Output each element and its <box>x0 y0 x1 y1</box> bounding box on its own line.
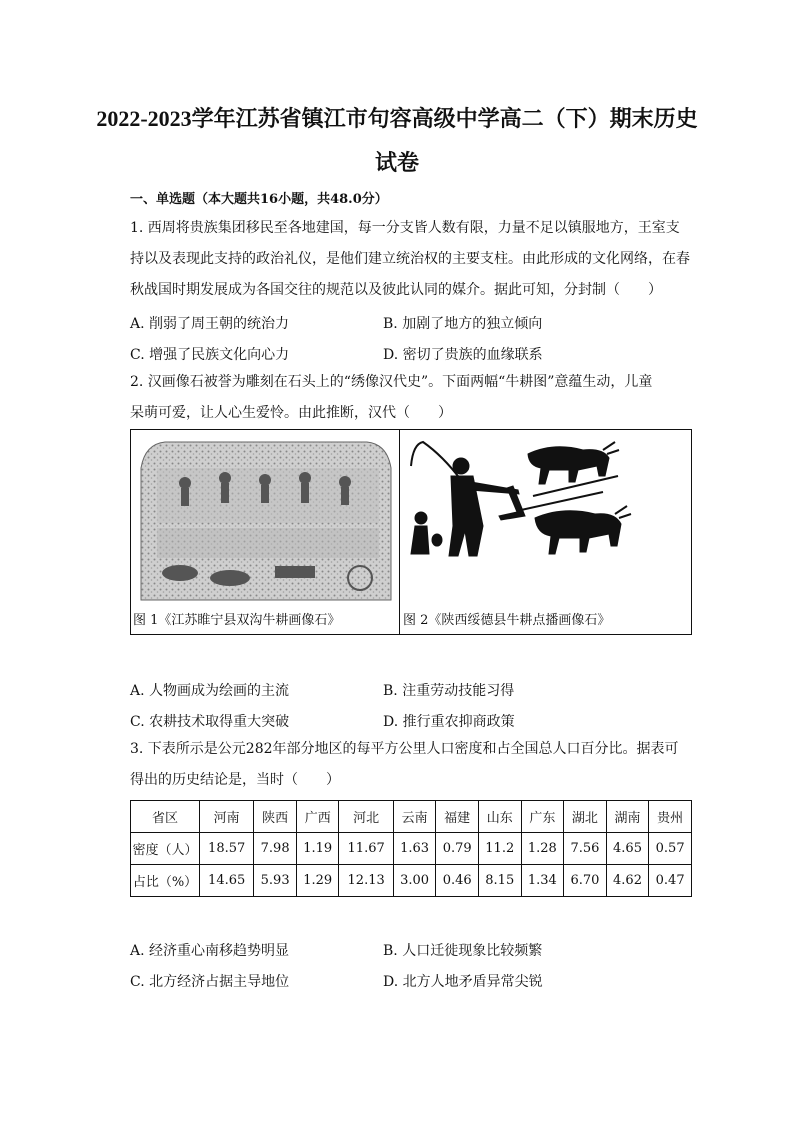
table-cell: 占比（%） <box>131 865 200 897</box>
table-cell: 山东 <box>478 801 521 833</box>
q1-option-c: C. 增强了民族文化向心力 <box>130 347 290 363</box>
table-cell: 1.34 <box>521 865 564 897</box>
q1-option-b: B. 加剧了地方的独立倾向 <box>383 316 543 332</box>
q1-option-a: A. 削弱了周王朝的统治力 <box>130 316 290 332</box>
doc-title-line2: 试卷 <box>374 150 419 175</box>
q2-option-c: C. 农耕技术取得重大突破 <box>130 714 290 730</box>
table-cell: 11.2 <box>478 833 521 865</box>
question-3-line: 得出的历史结论是，当时（ ） <box>130 772 340 788</box>
table-cell: 4.65 <box>606 833 649 865</box>
q1-option-d: D. 密切了贵族的血缘联系 <box>383 347 543 363</box>
question-2-line: 呆萌可爱，让人心生爱怜。由此推断，汉代（ ） <box>130 405 452 421</box>
table-cell: 湖南 <box>606 801 649 833</box>
table-cell: 7.56 <box>564 833 607 865</box>
table-cell: 1.29 <box>296 865 339 897</box>
table-cell: 云南 <box>393 801 436 833</box>
section-heading: 一、单选题（本大题共16小题，共48.0分） <box>130 192 388 207</box>
table-cell: 1.63 <box>393 833 436 865</box>
q3-option-c: C. 北方经济占据主导地位 <box>130 974 290 990</box>
table-cell: 湖北 <box>564 801 607 833</box>
table-cell: 省区 <box>131 801 200 833</box>
figure-2-caption: 图 2《陕西绥德县牛耕点播画像石》 <box>403 613 611 628</box>
question-1 <box>130 213 690 306</box>
table-cell: 密度（人） <box>131 833 200 865</box>
table-cell: 12.13 <box>339 865 393 897</box>
q3-option-d: D. 北方人地矛盾异常尖锐 <box>383 974 543 990</box>
q3-option-a: A. 经济重心南移趋势明显 <box>130 943 290 959</box>
table-row <box>131 833 692 865</box>
table-cell: 0.79 <box>436 833 479 865</box>
figure-1-caption: 图 1《江苏睢宁县双沟牛耕画像石》 <box>133 613 341 628</box>
table-cell: 河北 <box>339 801 393 833</box>
table-row <box>131 865 692 897</box>
figure-table <box>130 429 692 635</box>
table-cell: 贵州 <box>649 801 692 833</box>
table-cell: 广东 <box>521 801 564 833</box>
table-cell: 河南 <box>200 801 254 833</box>
question-3-line: 3. 下表所示是公元282年部分地区的每平方公里人口密度和占全国总人口百分比。据表可 <box>130 741 679 757</box>
table-cell: 6.70 <box>564 865 607 897</box>
q3-option-b: B. 人口迁徙现象比较频繁 <box>383 943 543 959</box>
q2-option-d: D. 推行重农抑商政策 <box>383 714 515 730</box>
table-cell: 7.98 <box>254 833 297 865</box>
q2-option-b: B. 注重劳动技能习得 <box>383 683 515 699</box>
population-table <box>130 800 692 897</box>
table-cell: 14.65 <box>200 865 254 897</box>
table-cell: 3.00 <box>393 865 436 897</box>
question-1-line: 秋战国时期发展成为各国交往的规范以及彼此认同的媒介。据此可知，分封制（ ） <box>130 282 662 298</box>
table-cell: 陕西 <box>254 801 297 833</box>
table-cell: 1.28 <box>521 833 564 865</box>
table-cell: 广西 <box>296 801 339 833</box>
figure-divider <box>399 430 400 634</box>
table-cell: 4.62 <box>606 865 649 897</box>
table-cell: 0.47 <box>649 865 692 897</box>
relief-image-2 <box>403 436 689 596</box>
table-cell: 福建 <box>436 801 479 833</box>
table-cell: 0.46 <box>436 865 479 897</box>
question-1-line: 持以及表现此支持的政治礼仪，是他们建立统治权的主要支柱。由此形成的文化网络，在春 <box>130 251 690 267</box>
question-1-line: 1. 西周将贵族集团移民至各地建国，每一分支皆人数有限，力量不足以镇服地方，王室支 <box>130 220 680 236</box>
table-cell: 18.57 <box>200 833 254 865</box>
table-header-row <box>131 801 692 833</box>
question-2 <box>130 367 690 429</box>
table-cell: 5.93 <box>254 865 297 897</box>
question-2-line: 2. 汉画像石被誉为雕刻在石头上的“绣像汉代史”。下面两幅“牛耕图”意蕴生动，儿童 <box>130 374 653 390</box>
table-cell: 1.19 <box>296 833 339 865</box>
q2-option-a: A. 人物画成为绘画的主流 <box>130 683 290 699</box>
table-cell: 8.15 <box>478 865 521 897</box>
question-3 <box>130 734 690 796</box>
table-cell: 11.67 <box>339 833 393 865</box>
relief-image-1 <box>135 438 397 603</box>
doc-title-line1: 2022-2023学年江苏省镇江市句容高级中学高二（下）期末历史 <box>96 106 698 131</box>
table-cell: 0.57 <box>649 833 692 865</box>
